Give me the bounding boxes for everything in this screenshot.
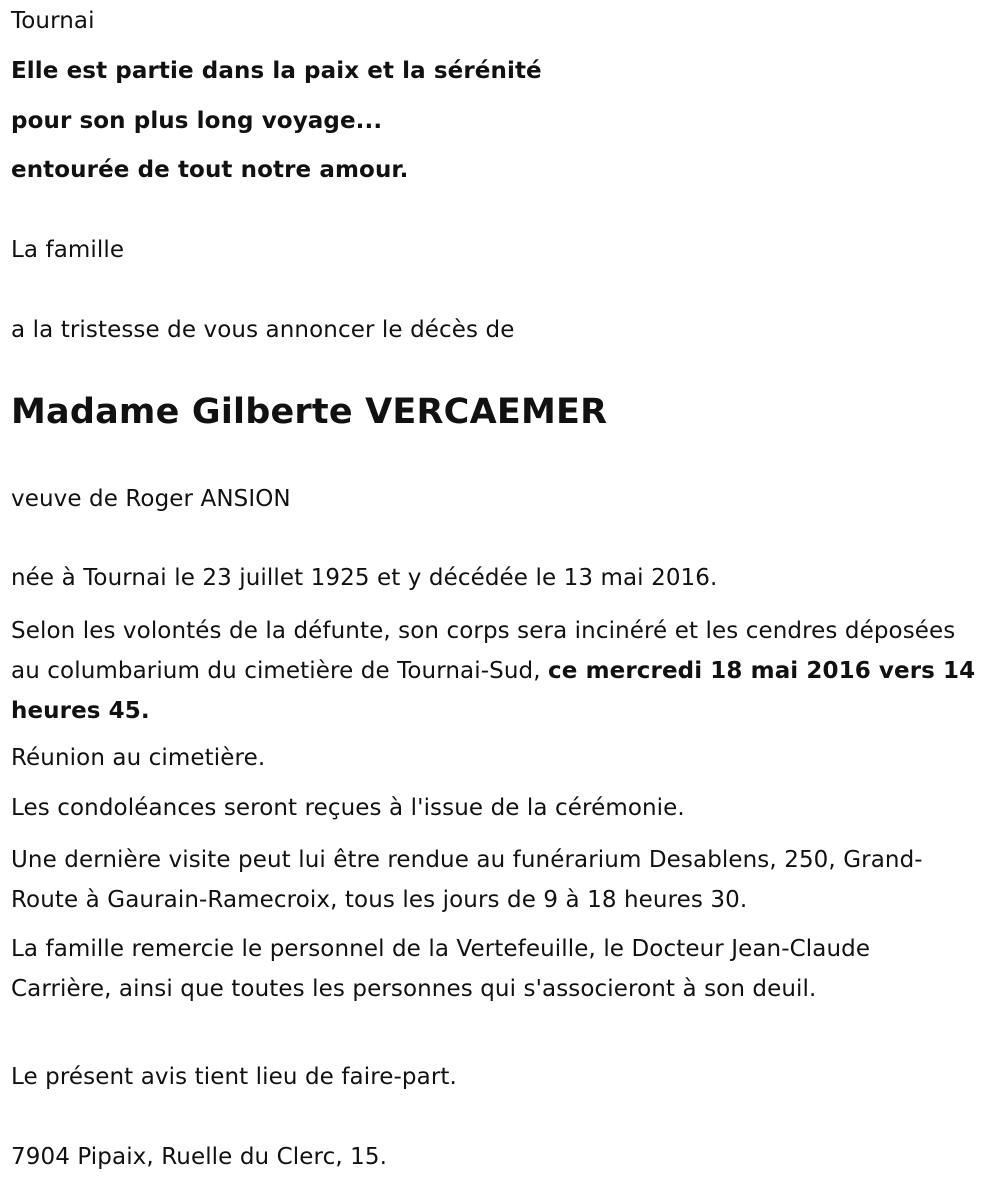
cremation-date: ce mercredi 18 mai 2016 vers 14 heures 45. — [11, 658, 976, 724]
visit-paragraph: Une dernière visite peut lui être rendue au funérarium Desablens, 250, Grand-Route à Gaurain-Ramecroix, tous les jours de 9 à 18 heures 30. — [11, 847, 923, 913]
announcement: a la tristesse de vous annoncer le décès de — [11, 317, 515, 343]
widow-of: veuve de Roger ANSION — [11, 486, 291, 512]
poem-line-3: entourée de tout notre amour. — [11, 157, 409, 183]
cremation-text: Selon les volontés de la défunte, son corps sera incinéré et les cendres déposées au columbarium du cimetière de Tournai-Sud, — [11, 618, 956, 684]
address: 7904 Pipaix, Ruelle du Clerc, 15. — [11, 1144, 388, 1170]
thanks-paragraph: La famille remercie le personnel de la Vertefeuille, le Docteur Jean-Claude Carrière, ainsi que toutes les personnes qui s'associeront à son deuil. — [11, 936, 871, 1002]
meeting: Réunion au cimetière. — [11, 745, 266, 771]
family-label: La famille — [11, 237, 125, 263]
poem-line-1: Elle est partie dans la paix et la sérénité — [11, 58, 542, 84]
city: Tournai — [11, 8, 95, 34]
cremation-paragraph — [11, 611, 986, 731]
condolences: Les condoléances seront reçues à l'issue de la cérémonie. — [11, 795, 685, 821]
deceased-name: Madame Gilberte VERCAEMER — [11, 392, 608, 432]
notice: Le présent avis tient lieu de faire-part. — [11, 1064, 457, 1090]
poem-line-2: pour son plus long voyage... — [11, 108, 383, 134]
birth-death: née à Tournai le 23 juillet 1925 et y décédée le 13 mai 2016. — [11, 565, 718, 591]
